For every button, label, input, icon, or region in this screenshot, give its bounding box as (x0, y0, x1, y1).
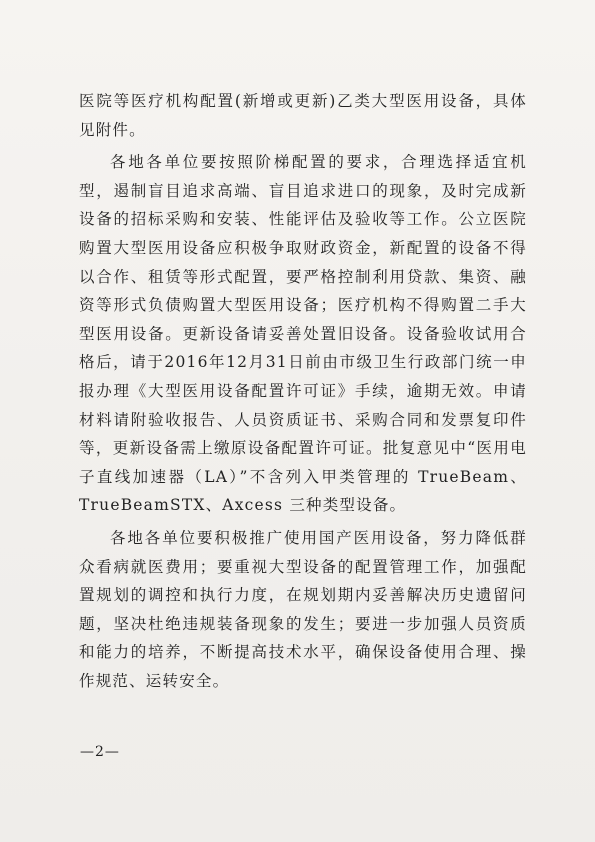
document-body (79, 87, 527, 695)
page-number: —2— (80, 744, 120, 760)
paragraph-equipment-procurement: 各地各单位要按照阶梯配置的要求，合理选择适宜机型，遏制盲目追求高端、盲目追求进口的现象，及时完成新设备的招标采购和安装、性能评估及验收等工作。公立医院购置大型医用设备应积极争取财政资金，新配置的设备不得以合作、租赁等形式配置，要严格控制利用贷款、集资、融资等形式负债购置大型医用设备；医疗机构不得购置二手大型医用设备。更新设备请妥善处置旧设备。设备验收试用合格后，请于2016年12月31日前由市级卫生行政部门统一申报办理《大型医用设备配置许可证》手续，逾期无效。申请材料请附验收报告、人员资质证书、采购合同和发票复印件等，更新设备需上缴原设备配置许可证。批复意见中“医用电子直线加速器（LA）”不含列入甲类管理的 TrueBeam、TrueBeamSTX、Axcess 三种类型设备。 (79, 153, 527, 515)
paragraph-continuation: 医院等医疗机构配置(新增或更新)乙类大型医用设备，具体见附件。 (79, 92, 527, 139)
paragraph-domestic-equipment: 各地各单位要积极推广使用国产医用设备，努力降低群众看病就医费用；要重视大型设备的配置管理工作，加强配置规划的调控和执行力度，在规划期内妥善解决历史遗留问题，坚决杜绝违规装备现象的发生；要进一步加强人员资质和能力的培养，不断提高技术水平，确保设备使用合理、操作规范、运转安全。 (79, 528, 527, 690)
